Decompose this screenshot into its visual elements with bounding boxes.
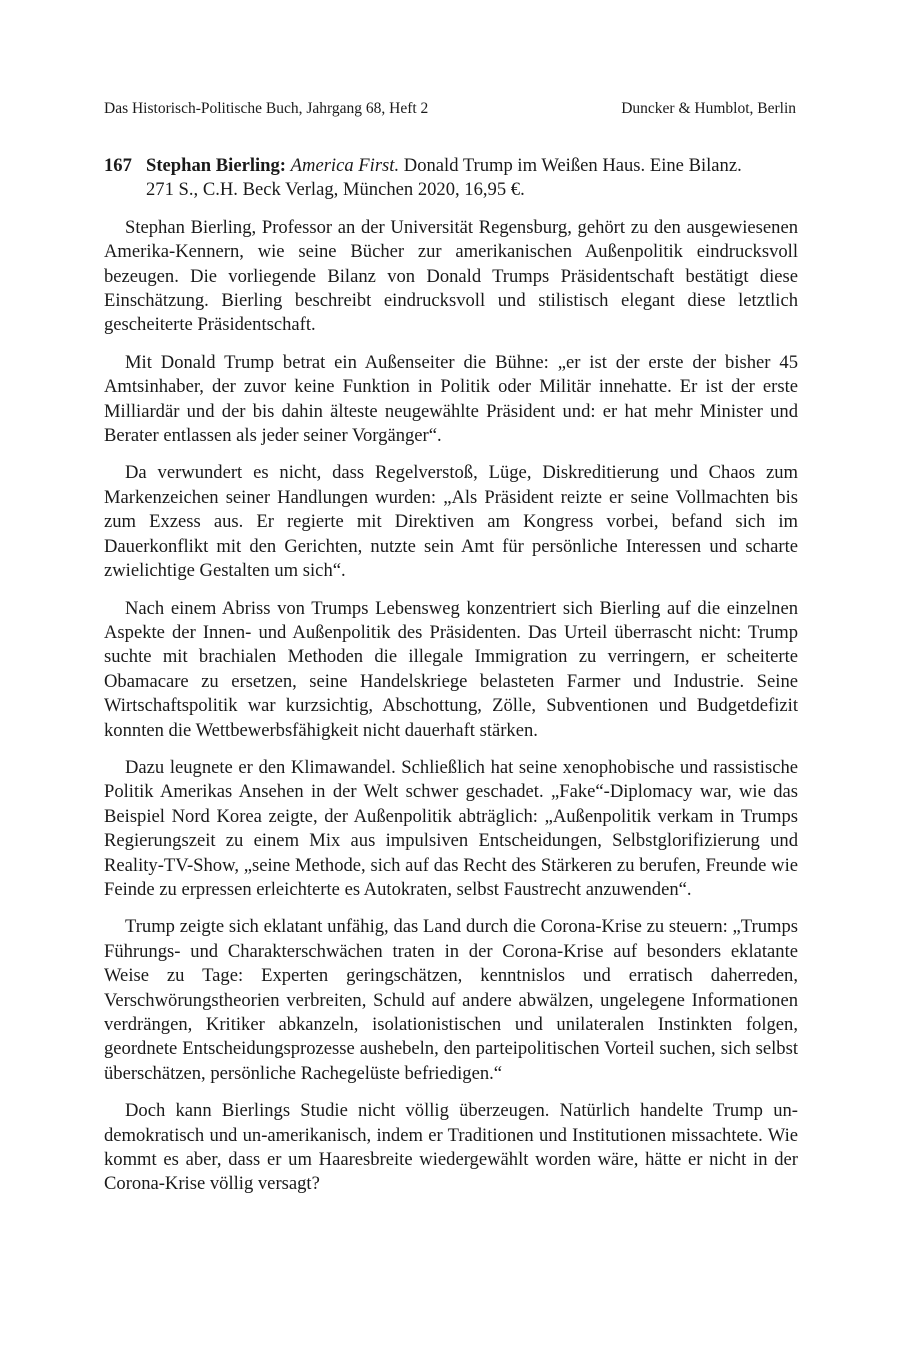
paragraph: Trump zeigte sich eklatant unfähig, das Land durch die Corona-Krise zu steuern: „Trumps Führungs- und Charakterschwächen traten in der Corona-Krise auf besonders eklatante Weise zu Tage: Experten geringschätzen, kenntnislos und erratisch daherreden, Verschwörungstheorien verbreiten, Schuld auf andere abwälzen, ungelegene Informationen verdrängen, Kritiker abkanzeln, isolationistischen und unilateralen Instinkten folgen, geordnete Entscheidungsprozesse aushebeln, den parteipolitischen Vorteil suchen, sich selbst überschätzen, persönliche Rachegelüste befriedigen.“ bbox=[104, 916, 798, 1084]
paragraph: Dazu leugnete er den Klimawandel. Schließlich hat seine xenophobische und rassistische Politik Amerikas Ansehen in der Welt schwer geschadet. „Fake“-Diplomacy war, wie das Beispiel Nord Korea zeigte, der Außenpolitik abträglich: „Außenpolitik verkam in Trumps Regierungszeit zu einem Mix aus impulsiven Entscheidungen, Selbstglorifizierung und Reality-TV-Show, „seine Methode, sich auf das Recht des Stärkeren zu berufen, Freunde wie Feinde zu erpressen erleichterte es Autokraten, selbst Faustrecht anzuwenden“. bbox=[104, 756, 798, 900]
paragraph: Doch kann Bierlings Studie nicht völlig überzeugen. Natürlich handelte Trump un-demokratisch und un-amerikanisch, indem er Traditionen und Institutionen missachtete. Wie kommt es aber, dass er um Haaresbreite wiedergewählt worden wäre, hätte er nicht in der Corona-Krise völlig versagt? bbox=[104, 1100, 798, 1195]
entry-author: Stephan Bierling: bbox=[146, 155, 286, 176]
paragraph: Stephan Bierling, Professor an der Universität Regensburg, gehört zu den ausgewiesenen Amerika-Kennern, wie seine Bücher zur amerikanischen Außenpolitik eindrucksvoll bezeugen. Die vorliegende Bilanz von Donald Trumps Präsidentschaft bestätigt diese Einschätzung. Bierling beschreibt eindrucksvoll und stilistisch elegant diese letztlich gescheiterte Präsidentschaft. bbox=[104, 216, 798, 336]
paragraph: Nach einem Abriss von Trumps Lebensweg konzentriert sich Bierling auf die einzelnen Aspekte der Innen- und Außenpolitik des Präsidenten. Das Urteil überrascht nicht: Trump suchte mit brachialen Methoden die illegale Immigration zu verringern, er scheiterte Obamacare zu ersetzen, seine Handelskriege belasteten Farmer und Industrie. Seine Wirtschaftspolitik war kurzsichtig, Abschottung, Zölle, Subventionen und Budgetdefizit konnten die Wettbewerbsfähigkeit nicht dauerhaft stärken. bbox=[104, 597, 798, 741]
running-header bbox=[104, 100, 796, 122]
entry-number: 167 bbox=[104, 155, 132, 176]
entry-heading bbox=[104, 154, 798, 203]
review-entry bbox=[104, 154, 798, 1210]
entry-details: 271 S., C.H. Beck Verlag, München 2020, 16,95 €. bbox=[146, 179, 525, 201]
entry-title: America First. bbox=[290, 155, 400, 176]
paragraph: Da verwundert es nicht, dass Regelverstoß, Lüge, Diskreditierung und Chaos zum Markenzeichen seiner Handlungen wurden: „Als Präsident reizte er seine Vollmachten bis zum Exzess aus. Er regierte mit Direktiven am Kongress vorbei, befand sich im Dauerkonflikt mit den Gerichten, nutzte sein Amt für persönliche Interessen und scharte zwielichtige Gestalten um sich“. bbox=[104, 462, 798, 582]
entry-subtitle: Donald Trump im Weißen Haus. Eine Bilanz. bbox=[403, 155, 742, 176]
journal-title: Das Historisch-Politische Buch, Jahrgang 68, Heft 2 bbox=[104, 100, 429, 117]
publisher: Duncker & Humblot, Berlin bbox=[621, 100, 796, 117]
paragraph: Mit Donald Trump betrat ein Außenseiter die Bühne: „er ist der erste der bisher 45 Amtsinhaber, der zuvor keine Funktion in Politik oder Militär innehatte. Er ist der erste Milliardär und der bis dahin älteste neugewählte Präsident und: er hat mehr Minister und Berater entlassen als jeder seiner Vorgänger“. bbox=[104, 351, 798, 447]
